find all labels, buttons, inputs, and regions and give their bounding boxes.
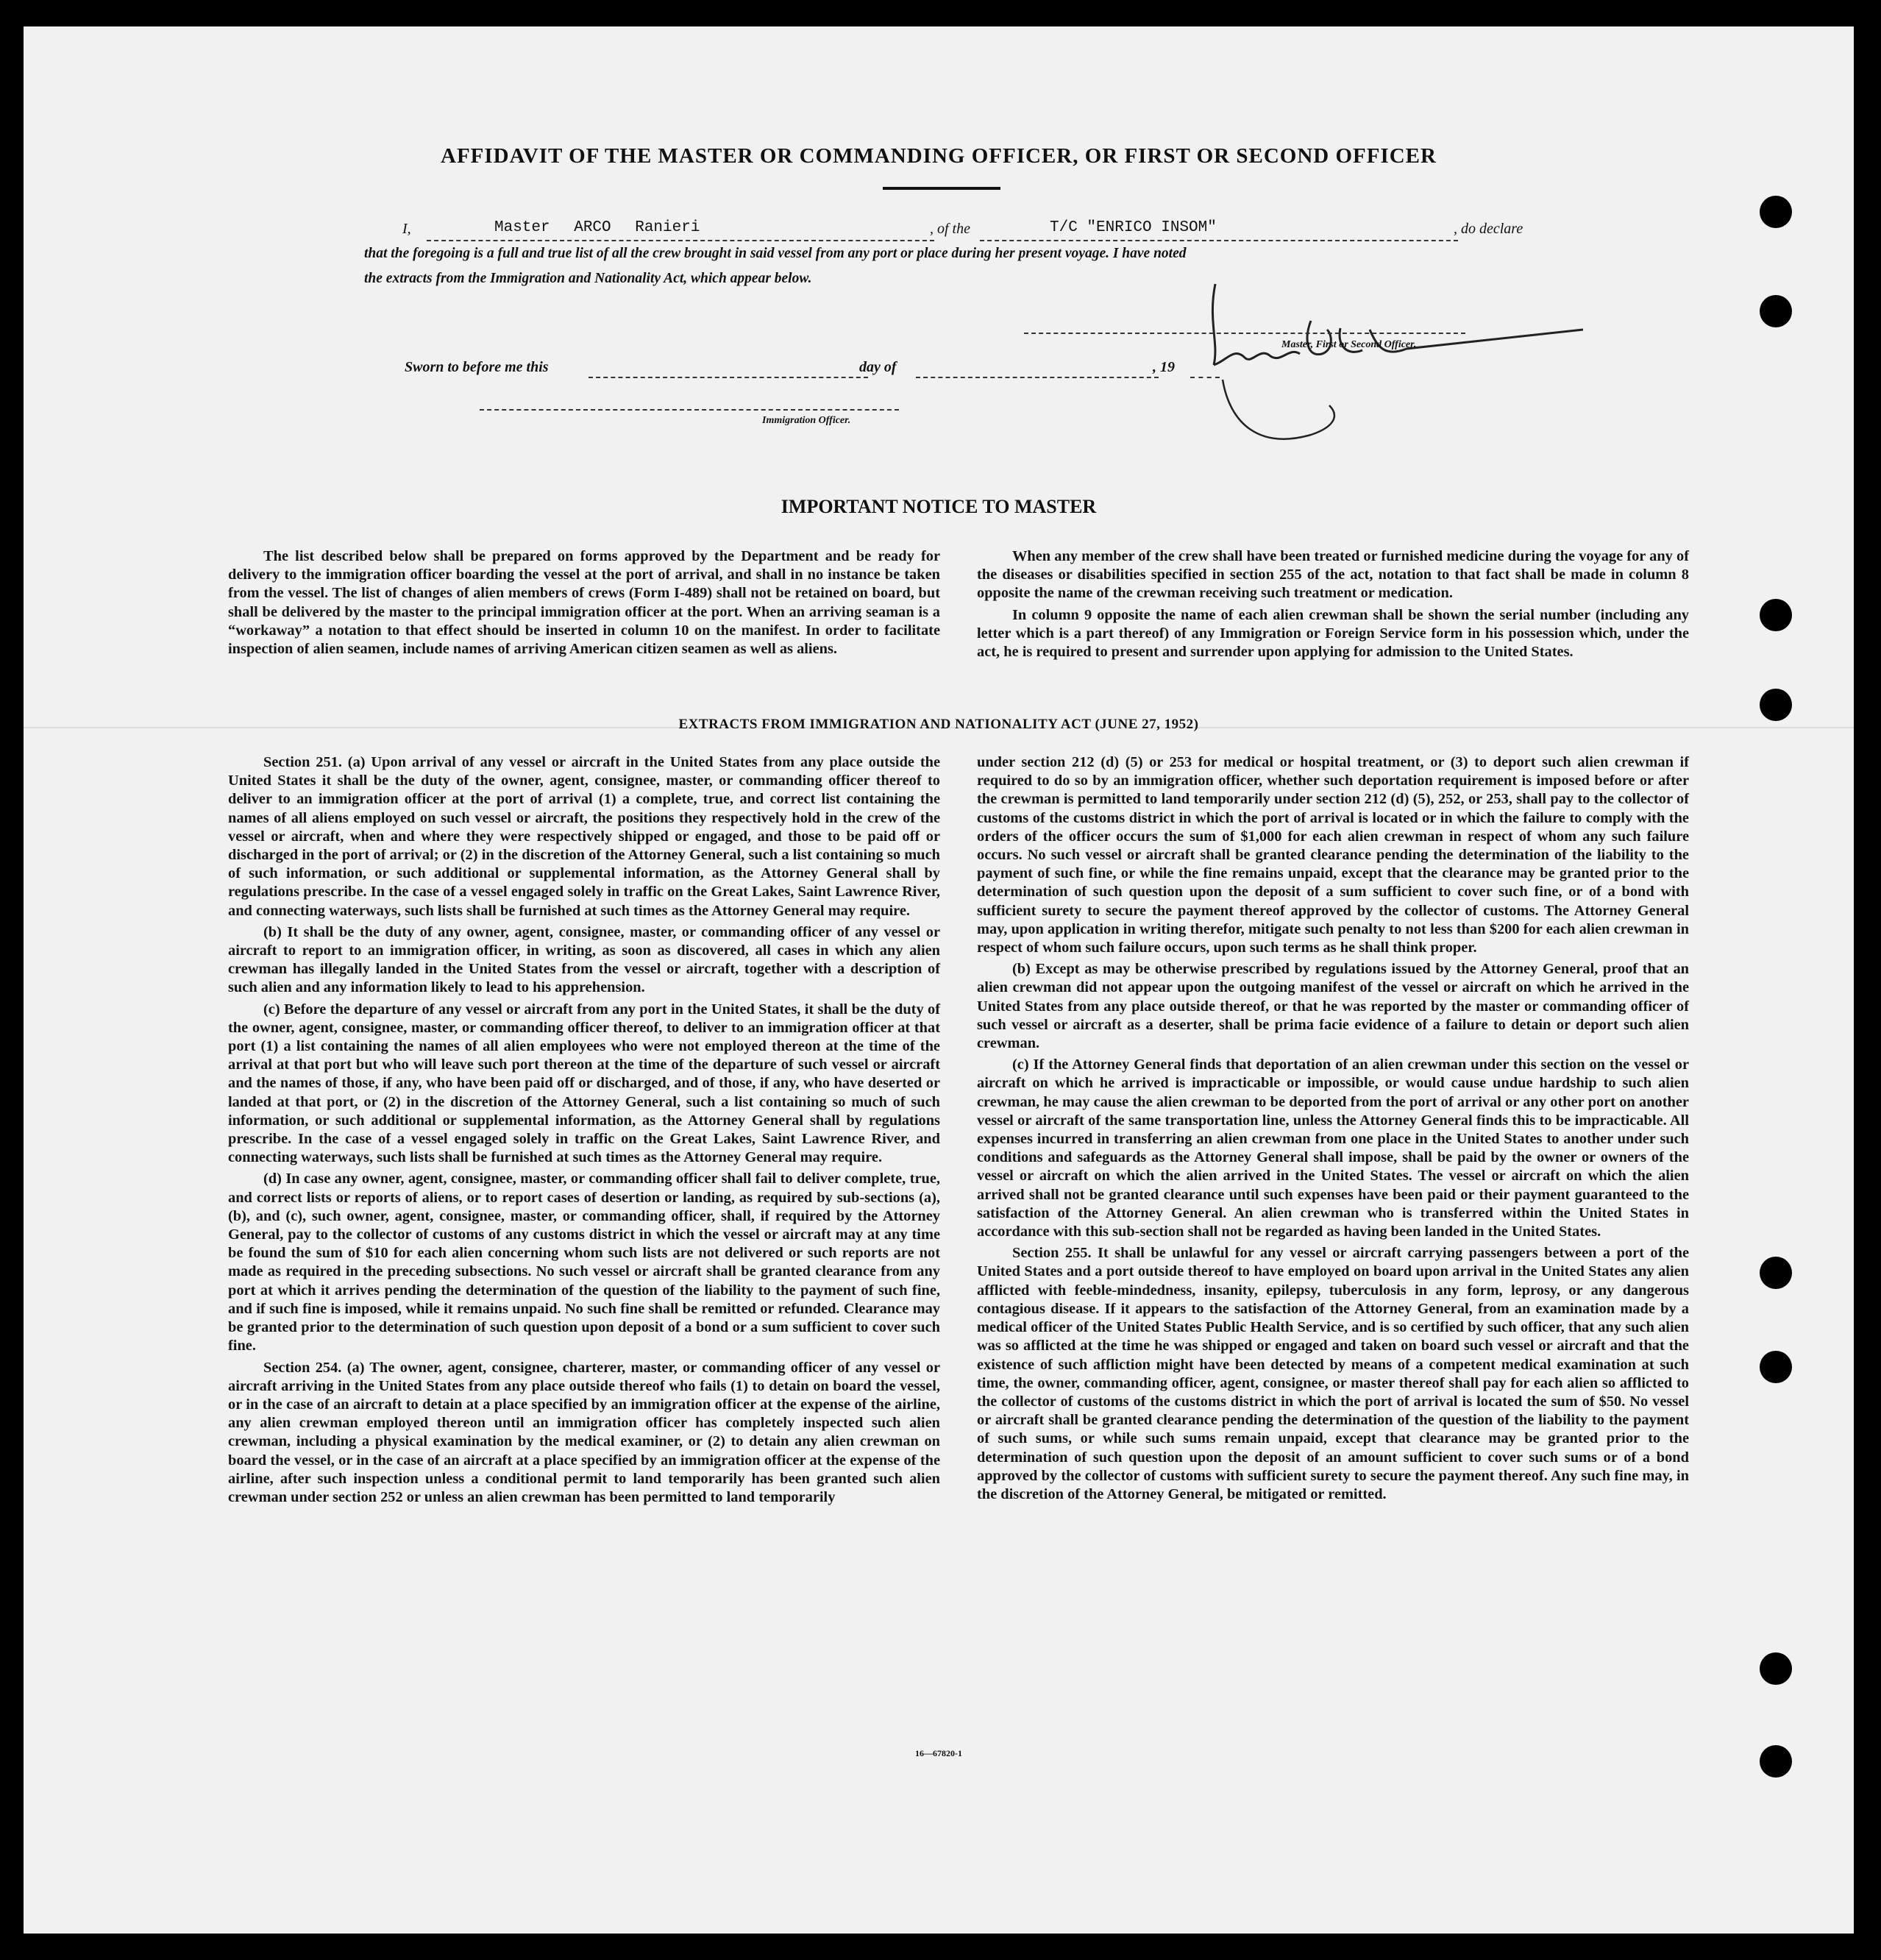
extract-paragraph: (d) In case any owner, agent, consignee, master, or commanding officer shall fail to deliver complete, true, and correct lists or reports of aliens, or to report cases of desertion or landing, as required by sub-sections (a), (b), and (c), such owner, agent, consignee, master, or commanding officer, shall, if required by the Attorney General, pay to the collector of customs of any customs district in which the vessel or aircraft may at any time be found the sum of $10 for each alien concerning whom such lists are not delivered or such reports are not made as required in the preceding subsections. No such vessel or aircraft shall be granted clearance from any port at which it arrives pending the determination of the question of the liability to the payment of such fine, and if such fine is imposed, while it remains unpaid. No such fine shall be remitted or refunded. Clearance may be granted prior to the determination of such question upon deposit of a bond or a sum sufficient to cover such fine. bbox=[228, 1171, 940, 1354]
form-number: 16—67820-1 bbox=[915, 1748, 962, 1758]
handwritten-signature bbox=[1201, 277, 1583, 461]
officer-caption: Immigration Officer. bbox=[762, 415, 851, 426]
punch-hole bbox=[1760, 1257, 1792, 1289]
extracts-title: EXTRACTS FROM IMMIGRATION AND NATIONALITY ACT (JUNE 27, 1952) bbox=[678, 717, 1199, 732]
extract-paragraph: Section 254. (a) The owner, agent, consignee, charterer, master, or commanding officer of any vessel or aircraft arriving in the United States from any place outside thereof who fails (1) to detain on board the vessel, or in the case of an aircraft to detain at a place specified by an immigration officer at the expense of the airline, any alien crewman employed thereon until an immigration officer has completely inspected such alien crewman, including a physical examination by the medical examiner, or (2) to detain any alien crewman on board the vessel, or in the case of an aircraft at a place specified by an immigration officer at the expense of the airline, after such inspection unless a conditional permit to land temporarily has been granted such alien crewman under section 252 or unless an alien crewman has been permitted to land temporarily bbox=[228, 1359, 940, 1505]
punch-hole bbox=[1760, 295, 1792, 327]
sworn-year-line bbox=[1190, 377, 1220, 378]
decl-prefix: I, bbox=[402, 221, 411, 237]
notice-right-paragraph-1: When any member of the crew shall have been treated or furnished medicine during the voyage for any of the diseases or disabilities specified in section 255 of the act, notation to that fact shall be made in column 8 opposite the name of the crewman receiving such treatment or medication. bbox=[977, 548, 1689, 602]
punch-hole bbox=[1760, 1652, 1792, 1685]
vessel-name-value: T/C "ENRICO INSOM" bbox=[1050, 219, 1217, 236]
decl-of-the: , of the bbox=[930, 221, 970, 237]
punch-hole bbox=[1760, 1351, 1792, 1383]
decl-line-2: that the foregoing is a full and true list of all the crew brought in said vessel from any port or place during her present voyage. I have noted bbox=[364, 246, 1187, 261]
signature-line bbox=[1024, 333, 1465, 334]
notice-title: IMPORTANT NOTICE TO MASTER bbox=[781, 496, 1097, 517]
extract-paragraph: Section 251. (a) Upon arrival of any vessel or aircraft in the United States from any place outside the United States it shall be the duty of the owner, agent, consignee, master, or commanding officer thereof to deliver to an immigration officer at the port of arrival (1) a complete, true, and correct list containing the names of all aliens employed on such vessel or aircraft, the positions they respectively hold in the crew of the vessel or aircraft, when and where they were respectively shipped or engaged, and those to be paid off or discharged in the port of arrival; or (2) in the discretion of the Attorney General, such a list containing so much of such information, or such additional or supplemental information, as the Attorney General shall by regulations prescribe. In the case of a vessel engaged solely in traffic on the Great Lakes, Saint Lawrence River, and connecting waterways, such lists shall be furnished at such times as the Attorney General may require. bbox=[228, 754, 940, 919]
officer-signature-line bbox=[480, 409, 899, 411]
punch-hole bbox=[1760, 599, 1792, 631]
name-blank-line bbox=[427, 240, 934, 241]
extracts-left-column bbox=[228, 753, 940, 1510]
signature-caption: Master, First or Second Officer. bbox=[1281, 339, 1417, 350]
extract-paragraph: (c) Before the departure of any vessel or aircraft from any port in the United States, it shall be the duty of the owner, agent, consignee, master, or commanding officer thereof, to deliver to an immigration officer at that port (1) a list containing the names of all alien employees who were not employed thereon at the time of the arrival at that port but who will leave such port thereon at the time of the departure of such vessel or aircraft and the names of those, if any, who have been paid off or discharged, and of those, if any, who have deserted or landed at that port, or (2) in the discretion of the Attorney General, such a list containing so much of such information, or such additional or supplemental information, as the Attorney General shall by regulations prescribe. In the case of a vessel engaged solely in traffic on the Great Lakes, Saint Lawrence River, and connecting waterways, such lists shall be furnished at such times as the Attorney General may require. bbox=[228, 1001, 940, 1166]
notice-right-paragraph-2: In column 9 opposite the name of each alien crewman shall be shown the serial number (including any letter which is a part thereof) of any Immigration or Foreign Service form in his possession which, under the act, he is required to present and surrender upon applying for admission to the United States. bbox=[977, 606, 1689, 661]
sworn-year: , 19 bbox=[1153, 359, 1175, 375]
sworn-day-of: day of bbox=[859, 359, 897, 375]
extract-paragraph: (c) If the Attorney General finds that deportation of an alien crewman under this section on the vessel or aircraft on which he arrived is impracticable or impossible, or would cause undue hardship to such alien crewman, he may cause the alien crewman to be deported from the port of arrival or any other port on another vessel or aircraft of the same transportation line, unless the Attorney General finds this to be impracticable. All expenses incurred in transferring an alien crewman from one place in the United States to another under such conditions and safeguards as the Attorney General shall impose, shall be paid by the owner or owners of the vessel or aircraft on which the alien arrived in the United States. The vessel or aircraft on which the alien arrived shall not be granted clearance until such expenses have been paid or their payment guaranteed to the satisfaction of the Attorney General. An alien crewman who is transferred within the United States in accordance with this sub-section shall not be regarded as having been landed in the United States. bbox=[977, 1057, 1689, 1240]
notice-right-column bbox=[977, 547, 1689, 664]
extracts-right-column bbox=[977, 753, 1689, 1507]
extract-paragraph: (b) It shall be the duty of any owner, agent, consignee, master, or commanding officer of any vessel or aircraft to report to an immigration officer, in writing, as soon as discovered, all cases in which any alien crewman has illegally landed in the United States from the vessel or aircraft, together with a description of such alien and any information likely to lead to his apprehension. bbox=[228, 923, 940, 996]
title-rule bbox=[883, 187, 1000, 190]
notice-left-paragraph: The list described below shall be prepared on forms approved by the Department and be ready for delivery to the immigration officer boarding the vessel at the port of arrival, and shall in no instance be taken from the vessel. The list of changes of alien members of crews (Form I-489) shall not be retained on board, but shall be delivered by the master to the principal immigration officer at the port. When an arriving seaman is a “workaway” a notation to that effect should be inserted in column 10 on the manifest. In order to facilitate inspection of alien seamen, include names of arriving American citizen seamen as well as aliens. bbox=[228, 548, 940, 658]
extract-paragraph: Section 255. It shall be unlawful for any vessel or aircraft carrying passengers between a port of the United States and a port outside thereof to have employed on board upon arrival in the United States any alien afflicted with feeble-mindedness, insanity, epilepsy, tuberculosis in any form, leprosy, or any dangerous contagious disease. If it appears to the satisfaction of the Attorney General, from an examination made by a medical officer of the United States Public Health Service, and is so certified by such officer, that any such alien was so afflicted at the time he was shipped or engaged and taken on board such vessel or aircraft and that the existence of such affliction might have been detected by means of a competent medical examination at such time, the owner, commanding officer, agent, consignee, or master thereof shall pay for each alien so afflicted to the collector of customs of the customs district in which the port of arrival is located the sum of $50. No vessel or aircraft shall be granted clearance pending the determination of the question of the liability to the payment of such sums, or while such sums remain unpaid, except that clearance may be granted prior to the determination of such question upon the deposit of an amount sufficient to cover such sums or of a bond approved by the collector of customs with sufficient surety to secure the payment thereof. Any such fine may, in the discretion of the Attorney General, be mitigated or remitted. bbox=[977, 1245, 1689, 1502]
form-page bbox=[24, 26, 1854, 1934]
decl-line-3: the extracts from the Immigration and Nationality Act, which appear below. bbox=[364, 271, 812, 286]
extract-paragraph: (b) Except as may be otherwise prescribed by regulations issued by the Attorney General, proof that an alien crewman did not appear upon the outgoing manifest of the vessel or aircraft on which he arrived in the United States from any place outside thereof, or that he was reported by the master or commanding officer of such vessel or aircraft as a deserter, shall be prima facie evidence of a failure to detain or deport such alien crewman. bbox=[977, 961, 1689, 1052]
sworn-month-line bbox=[916, 377, 1159, 378]
punch-hole bbox=[1760, 196, 1792, 228]
affidavit-title: AFFIDAVIT OF THE MASTER OR COMMANDING OFFICER, OR FIRST OR SECOND OFFICER bbox=[441, 144, 1437, 168]
vessel-blank-line bbox=[980, 240, 1458, 241]
notice-left-column bbox=[228, 547, 940, 661]
sworn-prefix: Sworn to before me this bbox=[405, 359, 549, 375]
master-name-value: Master ARCO Ranieri bbox=[494, 219, 700, 236]
sworn-date-line bbox=[589, 377, 868, 378]
extract-paragraph: under section 212 (d) (5) or 253 for medical or hospital treatment, or (3) to deport such alien crewman if required to do so by an immigration officer, whether such deportation requirement is imposed before or after the crewman is permitted to land temporarily under section 212 (d) (5), 252, or 253, shall pay to the collector of customs of the customs district in which the port of arrival is located or in which the failure to comply with the orders of the officer occurs the sum of $1,000 for each alien crewman in respect of whom any such failure occurs. No such vessel or aircraft shall be granted clearance pending the determination of the liability to the payment of such fine, or while the fine remains unpaid, except that the clearance may be granted prior to the determination of such question upon the deposit of a sum sufficient to cover such fine, or of a bond with sufficient surety to secure the payment thereof approved by the collector of customs. The Attorney General may, upon application in writing therefor, mitigate such penalty to not less than $200 for each alien crewman in respect of whom such failure occurs, upon such terms as he shall think proper. bbox=[977, 754, 1689, 956]
decl-do-declare: , do declare bbox=[1454, 221, 1523, 237]
